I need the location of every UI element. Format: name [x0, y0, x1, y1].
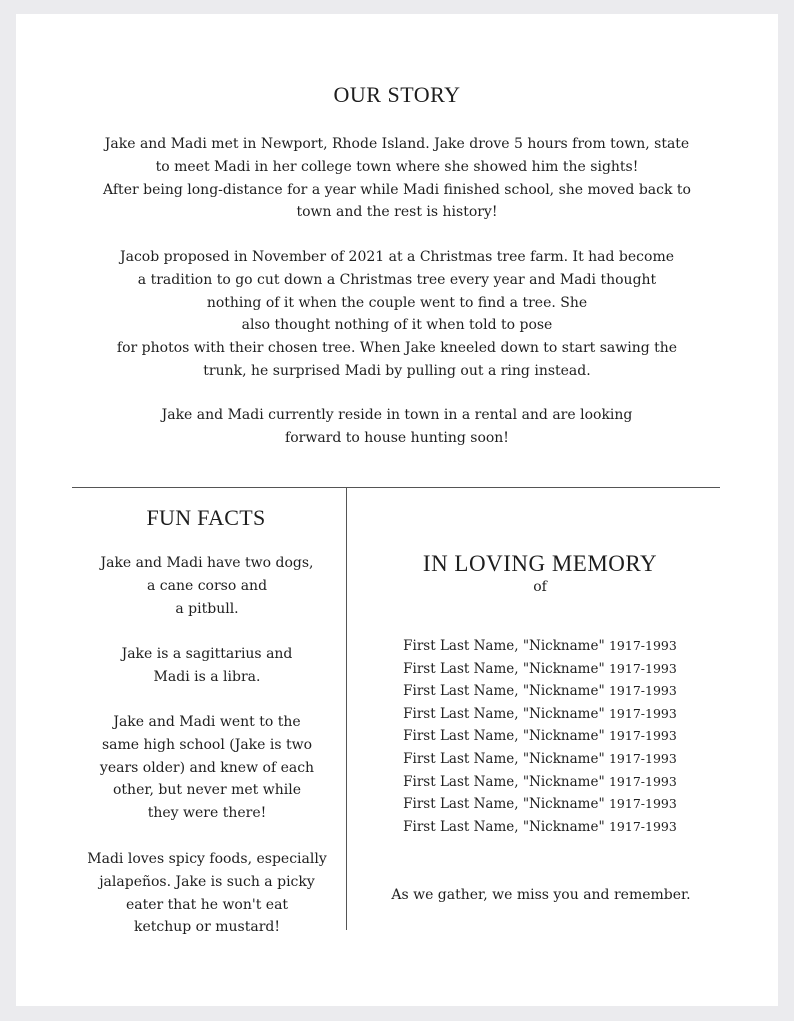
memorial-name: First Last Name, "Nickname" [403, 683, 605, 700]
memorial-entry [380, 725, 700, 748]
memorial-name: First Last Name, "Nickname" [403, 796, 605, 813]
story-line: nothing of it when the couple went to find a tree. She [206, 294, 588, 311]
memorial-name: First Last Name, "Nickname" [403, 728, 605, 745]
memorial-name: First Last Name, "Nickname" [403, 638, 605, 654]
fact-line: eater that he won't eat [125, 896, 289, 913]
memorial-entry [380, 748, 700, 771]
fact-line: ketchup or mustard! [134, 919, 280, 936]
horizontal-divider [72, 487, 720, 488]
memorial-name: First Last Name, "Nickname" [403, 660, 605, 677]
story-line: After being long-distance for a year while Madi finished school, she moved back to [103, 181, 691, 198]
fun-fact-food [56, 848, 358, 939]
fact-line: jalapeños. Jake is such a picky [99, 873, 315, 890]
memorial-years: 1917-1993 [608, 750, 677, 766]
story-paragraph-present [76, 404, 718, 450]
fact-line: a pitbull. [175, 600, 239, 617]
fact-line: Madi is a libra. [153, 668, 261, 685]
memorial-entry [380, 680, 700, 703]
story-line: a tradition to go cut down a Christmas tree every year and Madi thought [137, 271, 657, 288]
memorial-list [380, 635, 700, 838]
memorial-years: 1917-1993 [608, 796, 677, 812]
memorial-years: 1917-1993 [608, 818, 677, 834]
fact-line: Jake and Madi have two dogs, [100, 555, 314, 571]
fact-line: Jake and Madi went to the [113, 714, 301, 730]
story-line: also thought nothing of it when told to pose [241, 317, 553, 334]
story-line: to meet Madi in her college town where she showed him the sights! [155, 158, 639, 175]
memorial-entry [380, 793, 700, 816]
memorial-entry [380, 771, 700, 794]
our-story-title: OUR STORY [333, 82, 461, 107]
fact-line: a cane corso and [146, 577, 268, 594]
in-loving-memory-subtitle: of [533, 579, 547, 595]
fact-line: Jake is a sagittarius and [121, 646, 293, 662]
in-loving-memory-title: IN LOVING MEMORY [422, 551, 658, 576]
memorial-years: 1917-1993 [608, 728, 677, 744]
fun-fact-zodiac [56, 643, 358, 689]
memorial-name: First Last Name, "Nickname" [403, 705, 605, 722]
story-paragraph-proposal [76, 246, 718, 383]
fun-fact-school [56, 711, 358, 825]
fact-line: other, but never met while [113, 782, 301, 799]
memorial-entry [380, 658, 700, 681]
memorial-closing-line: As we gather, we miss you and remember. [391, 887, 691, 903]
fact-line: Madi loves spicy foods, especially [87, 851, 327, 867]
story-line: Jake and Madi currently reside in town in a rental and are looking [161, 407, 633, 423]
memorial-entry [380, 703, 700, 726]
fun-fact-dogs [56, 552, 358, 620]
story-line: town and the rest is history! [296, 204, 498, 221]
story-line: Jacob proposed in November of 2021 at a Christmas tree farm. It had become [120, 249, 674, 265]
memorial-entry [380, 635, 700, 658]
memorial-years: 1917-1993 [608, 773, 677, 789]
program-page [16, 14, 778, 1006]
memorial-name: First Last Name, "Nickname" [403, 773, 605, 790]
memorial-entry [380, 816, 700, 839]
memorial-name: First Last Name, "Nickname" [403, 818, 605, 835]
fact-line: same high school (Jake is two [101, 736, 313, 753]
story-line: trunk, he surprised Madi by pulling out a ring instead. [203, 362, 591, 379]
memorial-name: First Last Name, "Nickname" [403, 750, 605, 767]
story-line: forward to house hunting soon! [285, 429, 509, 446]
memorial-years: 1917-1993 [608, 683, 677, 699]
story-paragraph-meeting [76, 133, 718, 224]
memorial-years: 1917-1993 [608, 660, 677, 676]
memorial-years: 1917-1993 [608, 638, 677, 653]
fun-facts-title: FUN FACTS [146, 505, 266, 530]
memorial-years: 1917-1993 [608, 705, 677, 721]
fact-line: they were there! [147, 805, 267, 822]
story-line: for photos with their chosen tree. When Jake kneeled down to start sawing the [116, 340, 678, 357]
fact-line: years older) and knew of each [99, 759, 315, 776]
story-line: Jake and Madi met in Newport, Rhode Island. Jake drove 5 hours from town, state [104, 136, 690, 152]
